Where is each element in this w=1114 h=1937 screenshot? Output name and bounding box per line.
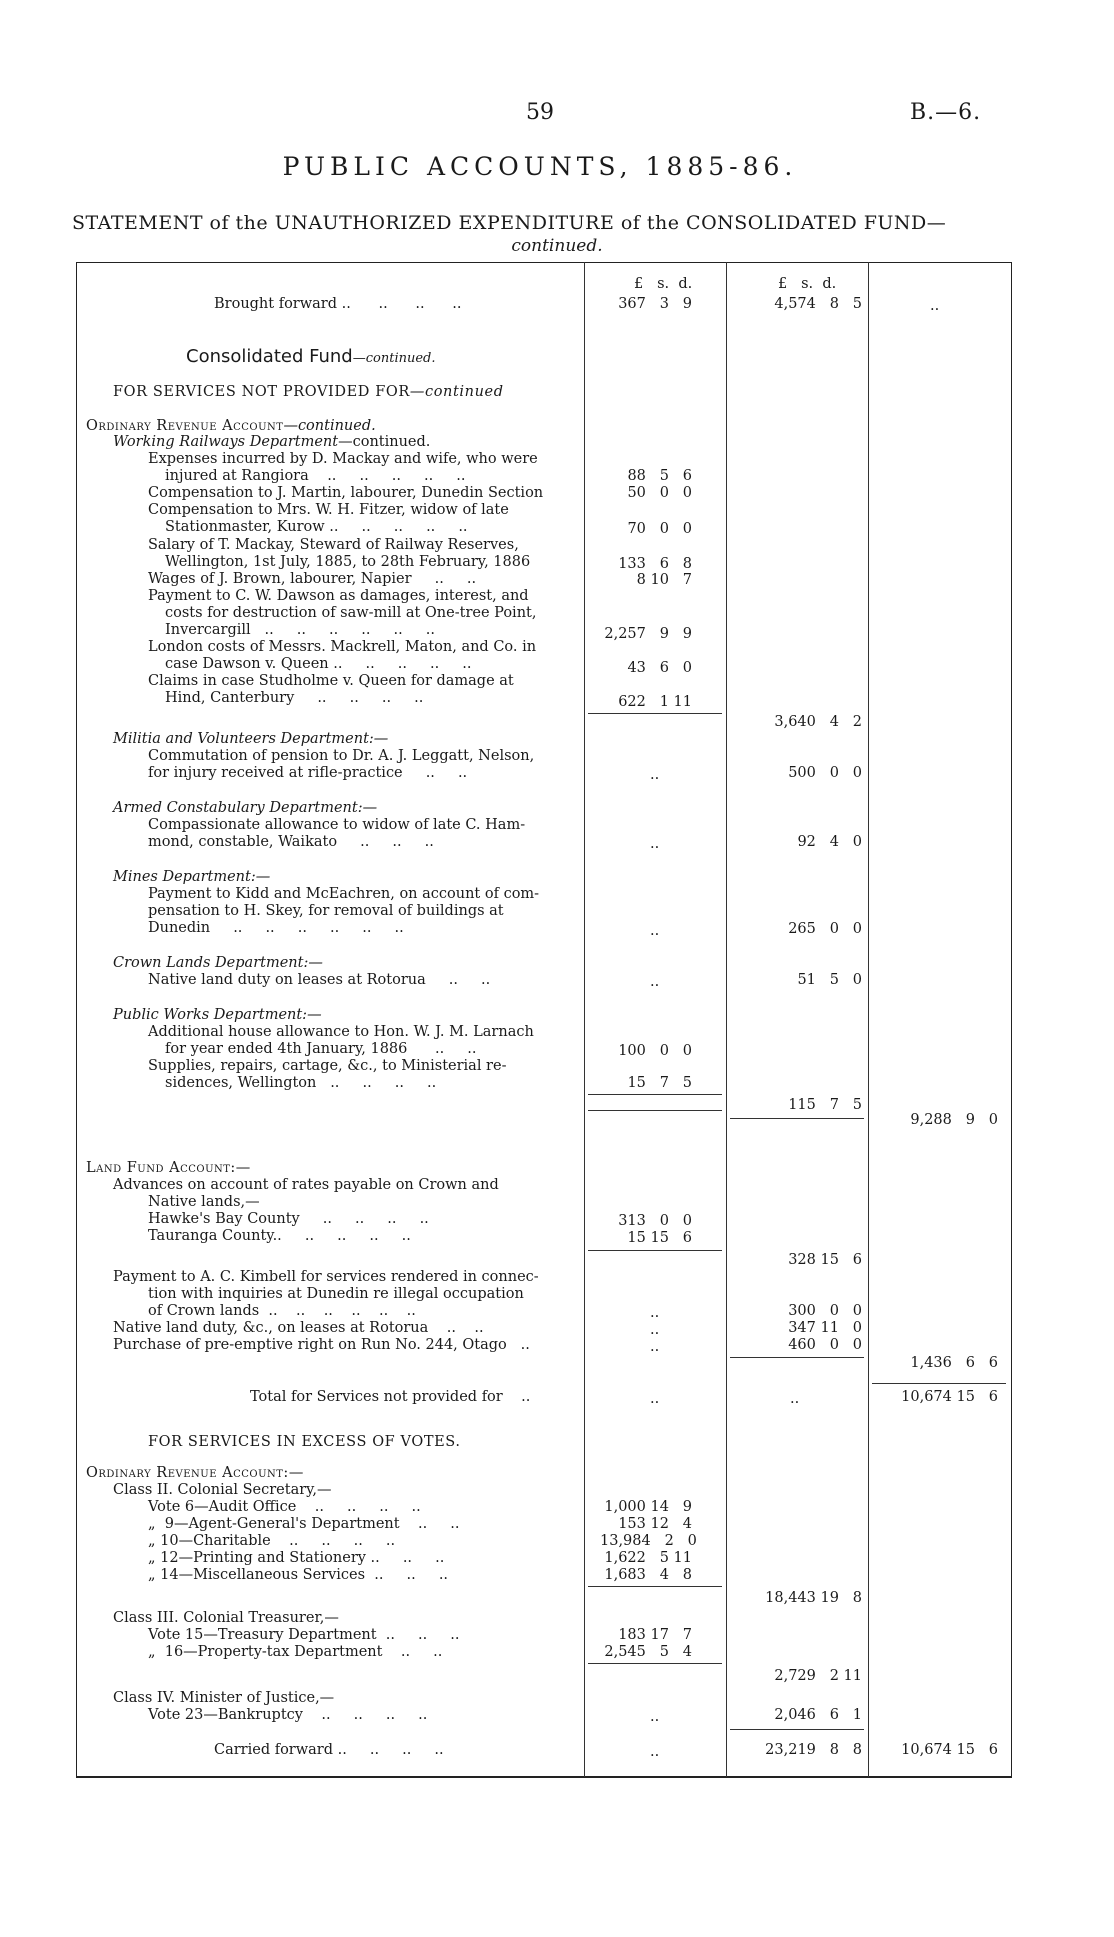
class3-total: 2,729 2 11 — [774, 1668, 862, 1684]
excess-heading: FOR SERVICES IN EXCESS OF VOTES. — [148, 1434, 461, 1450]
excess-ordinary-heading: Ordinary Revenue Account:— — [86, 1465, 304, 1481]
brought-forward-col2: 4,574 8 5 — [774, 296, 862, 312]
rail-item-text: Payment to C. W. Dawson as damages, interest, and — [148, 588, 529, 604]
vote-item-value: 1,683 4 8 — [604, 1567, 692, 1583]
militia-department-heading: Militia and Volunteers Department:— — [113, 731, 389, 747]
not-provided-heading: FOR SERVICES NOT PROVIDED FOR—continued — [113, 384, 504, 400]
rail-item-text: Compensation to J. Martin, labourer, Dunedin Section — [148, 485, 544, 501]
rail-item-text: Salary of T. Mackay, Steward of Railway Reserves, — [148, 537, 519, 553]
mines-item-text: Payment to Kidd and McEachren, on account of com- — [148, 886, 540, 902]
land-item-text: Advances on account of rates payable on Crown and — [113, 1177, 499, 1193]
works-value-1: 100 0 0 — [618, 1043, 692, 1059]
land-col2: 300 0 0 — [788, 1303, 862, 1319]
vote-item-value: 153 12 4 — [618, 1516, 692, 1532]
fund-heading: Consolidated Fund—continued. — [186, 346, 436, 367]
subtotal-rule — [588, 1586, 722, 1587]
land-item-text: Hawke's Bay County .. .. .. .. — [148, 1211, 429, 1227]
vote-item-text: „ 12—Printing and Stationery .. .. .. — [148, 1550, 445, 1566]
carried-forward-col1: .. — [650, 1744, 660, 1760]
brought-forward-col1: 367 3 9 — [618, 296, 692, 312]
militia-col1: .. — [650, 767, 660, 783]
total-not-provided-label: Total for Services not provided for .. — [250, 1389, 531, 1405]
subtotal-rule — [872, 1383, 1006, 1384]
rail-item-text: Claims in case Studholme v. Queen for damage at — [148, 673, 514, 689]
armed-col2: 92 4 0 — [797, 834, 862, 850]
subtotal-rule — [588, 1094, 722, 1095]
rail-item-text: case Dawson v. Queen .. .. .. .. .. — [165, 656, 472, 672]
rail-item-text: injured at Rangiora .. .. .. .. .. — [165, 468, 466, 484]
class3-heading: Class III. Colonial Treasurer,— — [113, 1610, 339, 1626]
vote-item-text: Vote 6—Audit Office .. .. .. .. — [148, 1499, 421, 1515]
carried-forward-col3: 10,674 15 6 — [901, 1742, 998, 1758]
rail-item-text: Compensation to Mrs. W. H. Fitzer, widow of late — [148, 502, 509, 518]
vote-item-value: 1,622 5 11 — [604, 1550, 692, 1566]
land-advances-total: 328 15 6 — [788, 1252, 862, 1268]
militia-col2: 500 0 0 — [788, 765, 862, 781]
crown-col2: 51 5 0 — [797, 972, 862, 988]
subtotal-rule — [730, 1357, 864, 1358]
land-item-text: of Crown lands .. .. .. .. .. .. — [148, 1303, 416, 1319]
land-item-text: Tauranga County.. .. .. .. .. — [148, 1228, 411, 1244]
ordinary-account-heading: Ordinary Revenue Account—continued. — [86, 418, 376, 434]
works-department-heading: Public Works Department:— — [113, 1007, 322, 1023]
rail-item-text: London costs of Messrs. Mackrell, Maton, and Co. in — [148, 639, 537, 655]
column-rule-2 — [726, 262, 727, 1777]
vote23-col1: .. — [650, 1709, 660, 1725]
armed-department-heading: Armed Constabulary Department:— — [113, 800, 378, 816]
mines-item-text: pensation to H. Skey, for removal of buildings at — [148, 903, 504, 919]
col1-currency-header: £ s. d. — [634, 276, 693, 292]
rail-item-value: 43 6 0 — [627, 660, 692, 676]
rail-item-value: 70 0 0 — [627, 521, 692, 537]
column-rule-3 — [868, 262, 869, 1777]
rail-item-value: 622 1 11 — [618, 694, 692, 710]
mines-col1: .. — [650, 923, 660, 939]
works-item-text: sidences, Wellington .. .. .. .. — [165, 1075, 437, 1091]
brought-forward-label: Brought forward .. .. .. .. — [214, 296, 462, 312]
land-value: 313 0 0 — [618, 1213, 692, 1229]
subtotal-rule — [588, 713, 722, 714]
rail-item-text: Hind, Canterbury .. .. .. .. — [165, 690, 424, 706]
vote-item-text: Vote 15—Treasury Department .. .. .. — [148, 1627, 460, 1643]
rail-total: 3,640 4 2 — [774, 714, 862, 730]
mines-department-heading: Mines Department:— — [113, 869, 271, 885]
vote-item-text: „ 9—Agent-General's Department .. .. — [148, 1516, 460, 1532]
vote-item-value: 13,984 2 0 — [600, 1533, 697, 1549]
total-not-provided-col2: .. — [790, 1391, 800, 1407]
column-rule-1 — [584, 262, 585, 1777]
land-item-text: Native land duty, &c., on leases at Rotorua .. .. — [113, 1320, 484, 1336]
crown-col1: .. — [650, 974, 660, 990]
vote23-col2: 2,046 6 1 — [774, 1707, 862, 1723]
land-value: 15 15 6 — [627, 1230, 692, 1246]
vote-item-value: 2,545 5 4 — [604, 1644, 692, 1660]
land-col1: .. — [650, 1322, 660, 1338]
rail-item-text: Wages of J. Brown, labourer, Napier .. .. — [148, 571, 477, 587]
mines-item-text: Dunedin .. .. .. .. .. .. — [148, 920, 404, 936]
land-fund-heading: Land Fund Account:— — [86, 1160, 251, 1176]
subtotal-rule — [588, 1110, 722, 1111]
armed-col1: .. — [650, 836, 660, 852]
rail-item-value: 2,257 9 9 — [604, 626, 692, 642]
statement-heading: STATEMENT of the UNAUTHORIZED EXPENDITURE of the CONSOLIDATED FUND— — [72, 212, 947, 234]
crown-department-heading: Crown Lands Department:— — [113, 955, 323, 971]
brought-forward-col3: .. — [930, 298, 940, 314]
vote-item-text: „ 16—Property-tax Department .. .. — [148, 1644, 443, 1660]
subtotal-rule — [730, 1729, 864, 1730]
vote-item-value: 1,000 14 9 — [604, 1499, 692, 1515]
vote-item-value: 183 17 7 — [618, 1627, 692, 1643]
rail-item-text: Expenses incurred by D. Mackay and wife, who were — [148, 451, 538, 467]
land-total: 1,436 6 6 — [910, 1355, 998, 1371]
works-item-text: Supplies, repairs, cartage, &c., to Ministerial re- — [148, 1058, 507, 1074]
total-not-provided-col1: .. — [650, 1391, 660, 1407]
land-item-text: Native lands,— — [148, 1194, 260, 1210]
class2-total: 18,443 19 8 — [765, 1590, 862, 1606]
carried-forward-label: Carried forward .. .. .. .. — [214, 1742, 444, 1758]
mines-col2: 265 0 0 — [788, 921, 862, 937]
class2-heading: Class II. Colonial Secretary,— — [113, 1482, 332, 1498]
rail-item-value: 50 0 0 — [627, 485, 692, 501]
subtotal-rule — [730, 1118, 864, 1119]
land-col1: .. — [650, 1305, 660, 1321]
total-not-provided-col3: 10,674 15 6 — [901, 1389, 998, 1405]
works-item-text: Additional house allowance to Hon. W. J. M. Larnach — [148, 1024, 534, 1040]
rail-item-value: 8 10 7 — [636, 572, 692, 588]
vote-item-text: „ 10—Charitable .. .. .. .. — [148, 1533, 396, 1549]
page-number: 59 — [526, 100, 554, 125]
vote-item-text: Vote 23—Bankruptcy .. .. .. .. — [148, 1707, 428, 1723]
subtotal-rule — [588, 1663, 722, 1664]
class4-heading: Class IV. Minister of Justice,— — [113, 1690, 335, 1706]
works-total: 115 7 5 — [788, 1097, 862, 1113]
land-item-text: Purchase of pre-emptive right on Run No. 244, Otago .. — [113, 1337, 530, 1353]
land-col2: 347 11 0 — [788, 1320, 862, 1336]
page-title: PUBLIC ACCOUNTS, 1885-86. — [282, 152, 798, 181]
subtotal-rule — [588, 1250, 722, 1251]
armed-item-text: mond, constable, Waikato .. .. .. — [148, 834, 434, 850]
works-item-text: for year ended 4th January, 1886 .. .. — [165, 1041, 477, 1057]
rail-item-text: costs for destruction of saw-mill at One-tree Point, — [165, 605, 537, 621]
land-col1: .. — [650, 1339, 660, 1355]
militia-item-text: for injury received at rifle-practice .. .. — [148, 765, 468, 781]
crown-item-text: Native land duty on leases at Rotorua .. .. — [148, 972, 491, 988]
ordinary-total: 9,288 9 0 — [910, 1112, 998, 1128]
land-item-text: Payment to A. C. Kimbell for services rendered in connec- — [113, 1269, 539, 1285]
railways-department-heading: Working Railways Department—continued. — [113, 434, 431, 450]
document-reference: B.—6. — [910, 100, 982, 125]
rail-item-text: Invercargill .. .. .. .. .. .. — [165, 622, 436, 638]
rail-item-value: 133 6 8 — [618, 556, 692, 572]
rail-item-text: Wellington, 1st July, 1885, to 28th February, 1886 — [165, 554, 531, 570]
vote-item-text: „ 14—Miscellaneous Services .. .. .. — [148, 1567, 449, 1583]
rail-item-value: 88 5 6 — [627, 468, 692, 484]
works-value-2: 15 7 5 — [627, 1075, 692, 1091]
militia-item-text: Commutation of pension to Dr. A. J. Leggatt, Nelson, — [148, 748, 535, 764]
land-item-text: tion with inquiries at Dunedin re illegal occupation — [148, 1286, 524, 1302]
statement-continued: continued. — [511, 236, 603, 256]
carried-forward-col2: 23,219 8 8 — [765, 1742, 862, 1758]
rail-item-text: Stationmaster, Kurow .. .. .. .. .. — [165, 519, 468, 535]
col2-currency-header: £ s. d. — [778, 276, 837, 292]
land-col2: 460 0 0 — [788, 1337, 862, 1353]
armed-item-text: Compassionate allowance to widow of late C. Ham- — [148, 817, 526, 833]
